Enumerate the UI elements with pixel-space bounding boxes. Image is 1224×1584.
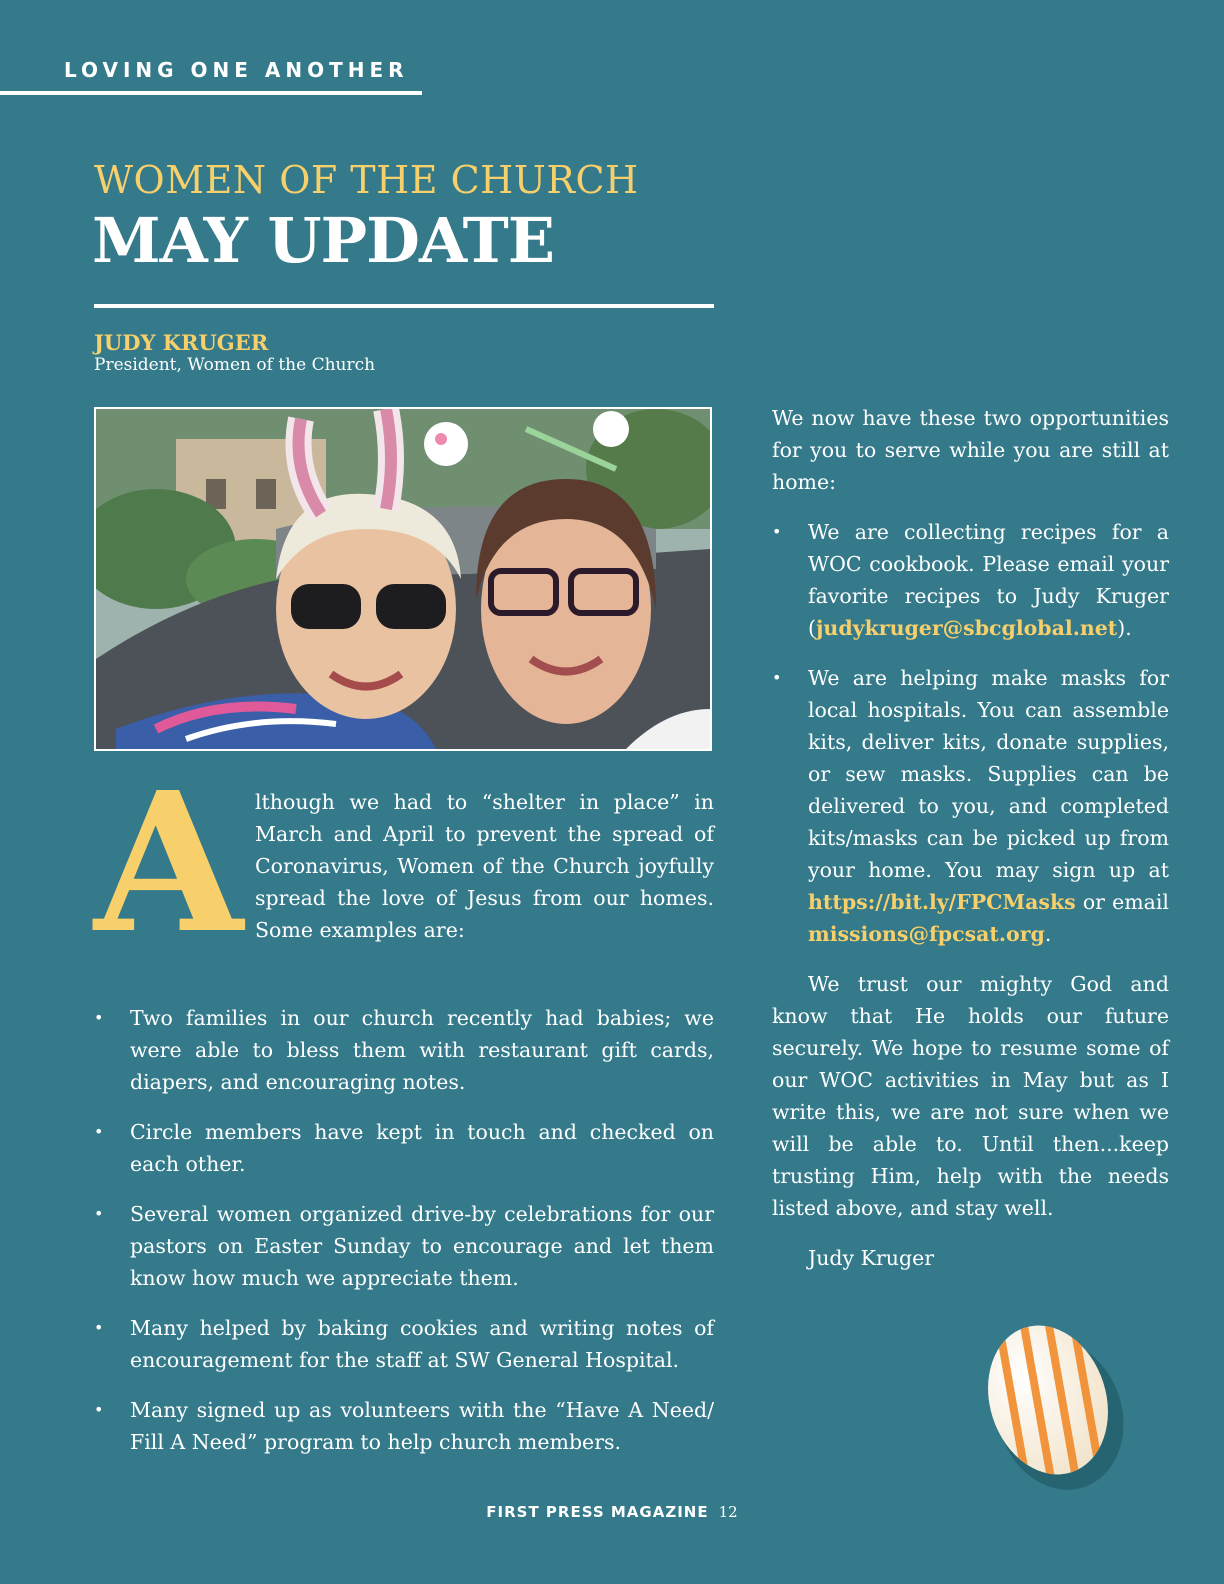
photo-illustration [96,409,710,749]
list-item: • Many signed up as volunteers with the “Have A Need/ Fill A Need” program to help church members. [94,1394,714,1458]
title-rule [94,304,714,308]
email-link[interactable]: judykruger@sbcglobal.net [816,616,1118,640]
bullet-icon: • [94,1122,104,1141]
signup-link[interactable]: https://bit.ly/FPCMasks [808,890,1076,914]
magazine-name: FIRST PRESS MAGAZINE [486,1503,709,1521]
section-label: LOVING ONE ANOTHER [64,58,409,82]
list-item: • Several women organized drive-by celebrations for our pastors on Easter Sunday to encourage and let them know how much we appreciate them. [94,1198,714,1294]
bullet-icon: • [94,1204,104,1223]
bullet-icon: • [772,668,782,687]
right-column [772,402,1169,1274]
opportunities-intro: We now have these two opportunities for you to serve while you are still at home: [772,406,1169,494]
closing-paragraph: We trust our mighty God and know that He holds our future securely. We hope to resume some of our WOC activities in May but as I write this, we are not sure when we will be able to. Until then...keep trusting Him, help with the needs listed above, and stay well. [772,972,1169,1220]
list-item: • Many helped by baking cookies and writing notes of encouragement for the staff at SW General Hospital. [94,1312,714,1376]
signature: Judy Kruger [808,1246,935,1270]
bullet-icon: • [94,1008,104,1027]
email-link[interactable]: missions@fpcsat.org [808,922,1045,946]
list-item: • We are collecting recipes for a WOC cookbook. Please email your favorite recipes to Judy Kruger (judykruger@sbcglobal.net). [772,516,1169,644]
intro-paragraph: lthough we had to “shelter in place” in March and April to prevent the spread of Coronavirus, Women of the Church joyfully spread the love of Jesus from our homes. Some examples are: [255,790,714,942]
easter-egg-icon [978,1320,1128,1490]
author-name: JUDY KRUGER [94,330,269,355]
section-rule [0,91,422,95]
list-item: • We are helping make masks for local hospitals. You can assemble kits, deliver kits, donate supplies, or sew masks. Supplies can be delivered to you, and completed kits/masks can be picked up from your home. You may sign up at https://bit.ly/FPCMasks or email missions@fpcsat.org. [772,662,1169,950]
article-kicker: WOMEN OF THE CHURCH [94,158,639,202]
article-title: MAY UPDATE [92,204,555,277]
bullet-icon: • [772,522,782,541]
examples-list [94,1002,714,1476]
list-item: • Two families in our church recently had babies; we were able to bless them with restaurant gift cards, diapers, and encouraging notes. [94,1002,714,1098]
article-photo [94,407,712,751]
opportunities-list [772,516,1169,950]
page-footer [0,1503,1224,1521]
bullet-icon: • [94,1318,104,1337]
drop-cap: A [94,751,243,976]
bullet-icon: • [94,1400,104,1419]
list-item: • Circle members have kept in touch and checked on each other. [94,1116,714,1180]
page-number: 12 [718,1503,738,1521]
author-role: President, Women of the Church [94,355,376,375]
